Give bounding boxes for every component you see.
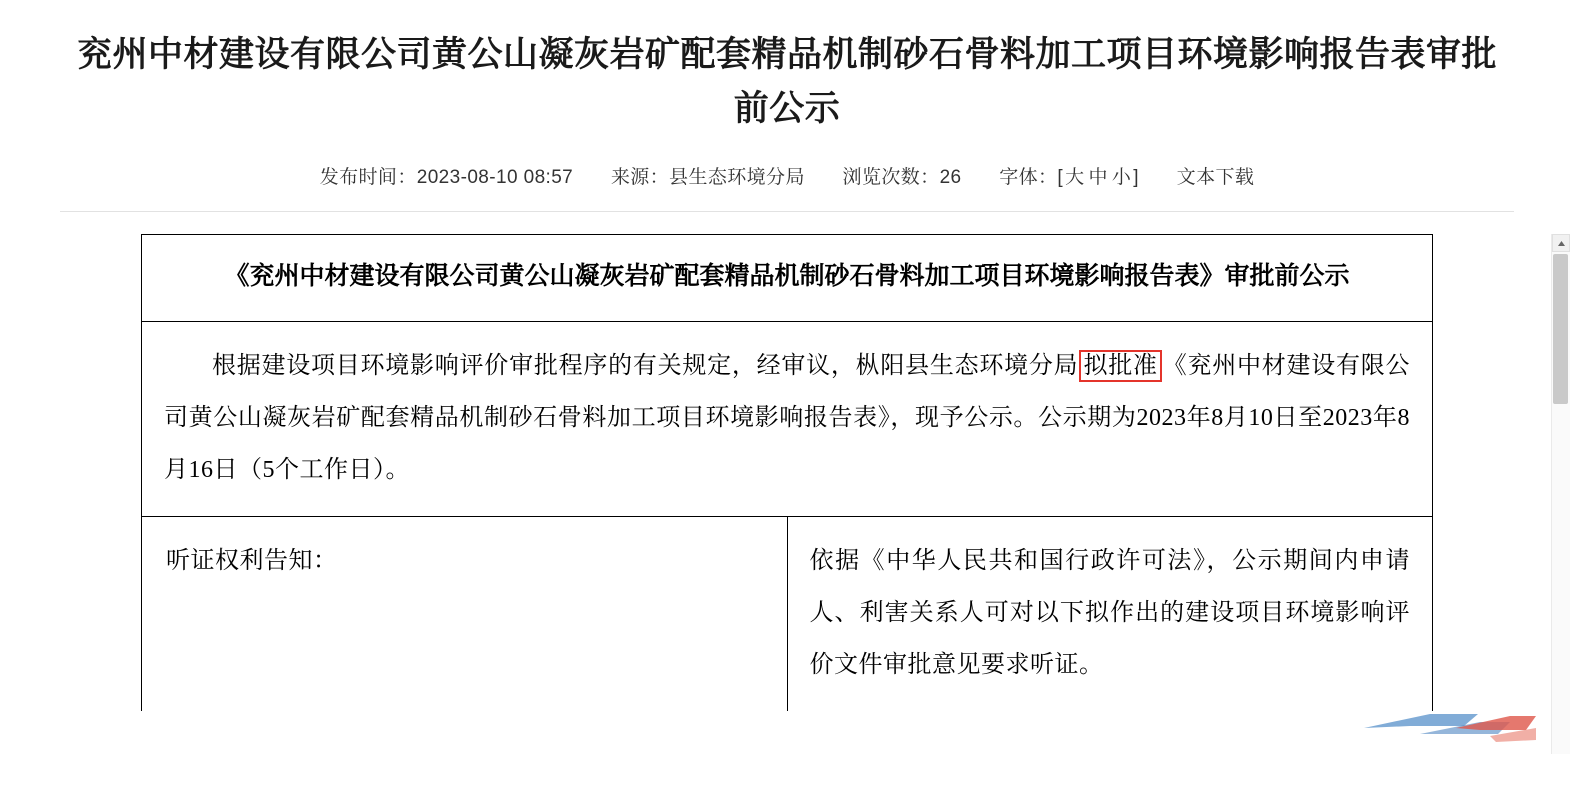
bracket-close: ]: [1133, 167, 1139, 188]
document-table: [141, 234, 1433, 711]
source-label: 来源：: [610, 167, 670, 188]
article-meta-bar: [60, 162, 1514, 189]
bracket-open: [: [1057, 167, 1064, 188]
header-divider: [60, 211, 1514, 212]
paragraph-part-2: 《兖州中材建设有限公司黄公山凝灰岩矿配套精品机制砂石骨料加工项目环境影响报告表》，现予公示。公示期为2023年8月10日至2023年8月16日（5个工作日）。: [164, 353, 1411, 483]
font-size-large-button[interactable]: 大: [1065, 167, 1085, 188]
chevron-up-icon: [1557, 240, 1566, 247]
highlighted-approval-text: 拟批准: [1079, 350, 1161, 382]
paragraph-part-1: 根据建设项目环境影响评价审批程序的有关规定，经审议，枞阳县生态环境分局: [212, 353, 1079, 379]
hearing-notice-content: 依据《中华人民共和国行政许可法》，公示期间内申请人、利害关系人可对以下拟作出的建设项目环境影响评价文件审批意见要求听证。: [809, 548, 1410, 678]
page-header: [0, 0, 1574, 212]
view-count-label: 浏览次数：: [842, 167, 940, 188]
source: [611, 162, 805, 189]
font-size-switcher: [999, 162, 1139, 189]
document-heading: 《兖州中材建设有限公司黄公山凝灰岩矿配套精品机制砂石骨料加工项目环境影响报告表》审批前公示: [142, 235, 1433, 322]
vertical-scrollbar[interactable]: [1551, 234, 1570, 754]
publish-time-value: 2023-08-10 08:57: [416, 167, 574, 188]
font-size-medium-button[interactable]: 中: [1088, 167, 1108, 188]
text-download-link[interactable]: 文本下载: [1176, 167, 1255, 188]
document-paragraph: [164, 340, 1410, 496]
source-value: 县生态环境分局: [669, 167, 805, 188]
publish-time-label: 发布时间：: [319, 167, 417, 188]
publish-time: [320, 162, 573, 189]
scrollbar-thumb[interactable]: [1553, 254, 1568, 404]
view-count: [843, 162, 962, 189]
hearing-notice-content-cell: [787, 517, 1433, 712]
scroll-up-button[interactable]: [1552, 234, 1570, 252]
page-title: 兖州中材建设有限公司黄公山凝灰岩矿配套精品机制砂石骨料加工项目环境影响报告表审批前公示: [76, 35, 1497, 128]
table-row-hearing-notice: [142, 517, 1433, 712]
document-paragraph-cell: [142, 322, 1433, 517]
table-row-body: [142, 322, 1433, 517]
font-size-small-button[interactable]: 小: [1111, 167, 1132, 188]
table-row-heading: [142, 235, 1433, 322]
hearing-notice-label: 听证权利告知：: [142, 517, 788, 712]
font-size-label: 字体：: [999, 167, 1058, 188]
document-scroll-area: [0, 234, 1574, 754]
view-count-value: 26: [939, 167, 962, 188]
